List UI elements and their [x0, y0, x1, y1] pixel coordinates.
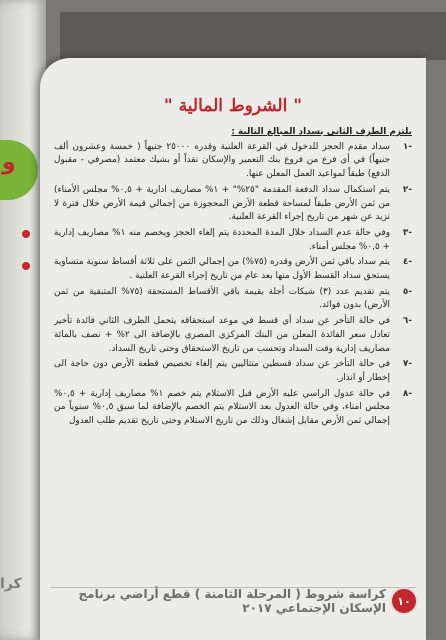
adjacent-page-text: و	[2, 150, 16, 175]
term-item	[54, 184, 412, 225]
term-item	[54, 286, 412, 313]
adjacent-page-footer: كرا	[0, 576, 22, 592]
adjacent-page-bullet	[22, 262, 30, 270]
term-number: -٧	[402, 359, 412, 370]
term-item	[54, 315, 412, 356]
term-text: في حالة التأخر عن سداد أي قسط في موعد استحقاقه يتحمل الطرف الثاني فائدة تأخير تعادل سعر الفائدة المعلن من البنك المركزي المصري بالإضافة الى ٢% + نصف بالمائة مصاريف إدارية وقت السداد وتحسب من تاريخ الاستحقاق وحتى تاريخ السداد.	[54, 316, 391, 354]
page-top-shadow	[60, 12, 446, 60]
term-number: -١	[402, 141, 412, 152]
term-item	[54, 358, 412, 385]
term-text: يتم سداد باقي ثمن الأرض وقدره (٧٥%) من إجمالي الثمن على ثلاثة أقساط سنوية متساوية يستحق سداد القسط الأول منها بعد عام من تاريخ إجراء القرعة العلنية .	[54, 257, 390, 282]
term-number: -٨	[402, 388, 412, 399]
term-number: -٤	[402, 257, 412, 268]
term-text: في حالة التأخر عن سداد قسطين متتاليين يتم إلغاء تخصيص قطعة الأرض دون حاجة الى إخطار أو انذار.	[54, 359, 390, 383]
adjacent-page-bullet	[22, 230, 30, 238]
page-title: " الشروط المالية "	[163, 96, 303, 116]
term-number: -٥	[402, 286, 412, 297]
term-text: يتم استكمال سداد الدفعة المقدمة "٢٥%" + ١% مصاريف ادارية + ٠,٥% مجلس الأمناء) من ثمن الأرض طبقاً لمساحة قطعة الأرض المحجوزة من إجمالي قيمة الأرض خلال فترة لا تزيد عن شهر من تاريخ إجراء القرعة العلنية.	[54, 184, 390, 223]
document-page	[40, 58, 426, 640]
term-text: يتم تقديم عدد (٣) شيكات أجلة بقيمة باقي الأقساط المستحقة (٧٥% المتبقية من ثمن الأرض) بدون فوائد.	[54, 286, 390, 311]
term-text: وفي حالة عدم السداد خلال المدة المحددة يتم إلغاء الحجز ويخصم منه ١% مصاريف إدارية + ٠,٥% مجلس أمناء.	[54, 227, 391, 252]
term-item	[54, 256, 412, 283]
term-number: -٢	[402, 184, 412, 195]
term-item	[54, 227, 412, 254]
term-text: سداد مقدم الحجز للدخول في القرعة العلنية وقدره ٢٥٠٠٠ جنيهاً ( خمسة وعشرون ألف جنيهاً) في أي فرع من فروع بنك التعمير والإسكان نقداً أو بشيك معتمد (مصرفي - مقبول الدفع) طبقاً لمواعيد العمل المعلن عنها.	[54, 141, 390, 180]
terms-lead: يلتزم الطرف الثاني بسداد المبالغ التالية :	[231, 127, 412, 137]
page-footer	[50, 587, 416, 615]
term-text: في حالة عدول الراسي عليه الأرض قبل الاستلام يتم خصم ١% مصاريف إدارية + ٠,٥% مجلس امناء، وفي حالة العدول بعد الاستلام يتم الخصم بالإضافة لما سبق ٠,٥% سنوياً من إجمالي ثمن الأرض مقابل إشغال وذلك من تاريخ الاستلام وحتى تاريخ تقديم طلب العدول	[54, 388, 390, 427]
term-item	[54, 141, 412, 182]
term-number: -٣	[402, 227, 412, 238]
term-number: -٦	[402, 316, 412, 327]
page-number-badge: ١٠	[392, 589, 416, 613]
footer-title: كراسة شروط ( المرحلة الثامنة ) قطع أراضي برنامج الإسكان الإجتماعي ٢٠١٧	[78, 587, 386, 615]
terms-content	[54, 126, 412, 431]
term-item	[54, 388, 412, 429]
